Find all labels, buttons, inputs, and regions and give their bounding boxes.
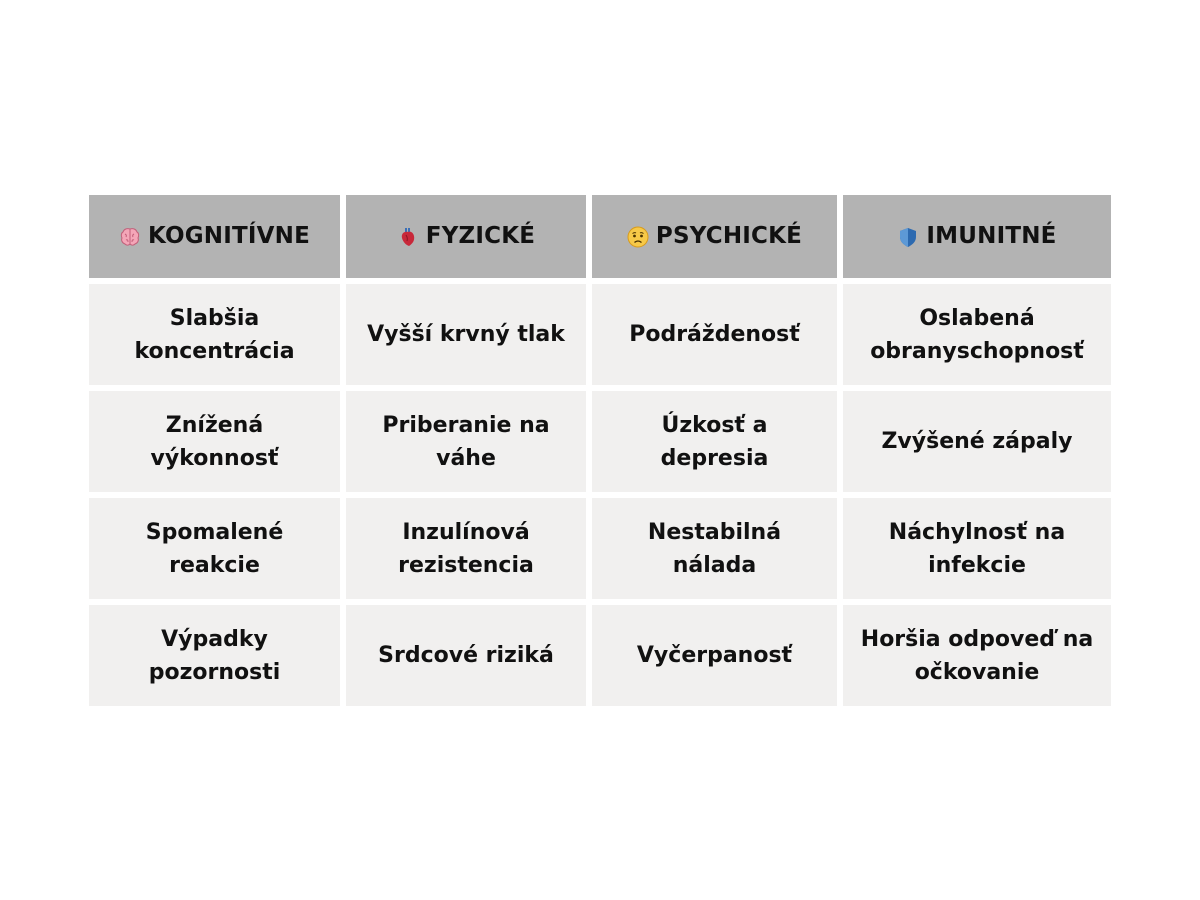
- table-cell: Inzulínová rezistencia: [346, 498, 586, 599]
- worried-face-icon: [627, 226, 649, 248]
- header-label: FYZICKÉ: [425, 223, 536, 249]
- effects-table: [89, 195, 1111, 706]
- table-cell: Spomalené reakcie: [89, 498, 340, 599]
- table-cell: Srdcové riziká: [346, 605, 586, 706]
- table-cell: Zvýšené zápaly: [843, 391, 1111, 492]
- header-label: IMUNITNÉ: [926, 223, 1057, 249]
- table-cell: Výpadky pozornosti: [89, 605, 340, 706]
- header-immune: [843, 195, 1111, 278]
- table-cell: Podráždenosť: [592, 284, 837, 385]
- table-cell: Nestabilná nálada: [592, 498, 837, 599]
- header-physical: [346, 195, 586, 278]
- table-cell: Horšia odpoveď na očkovanie: [843, 605, 1111, 706]
- table-cell: Náchylnosť na infekcie: [843, 498, 1111, 599]
- shield-icon: [897, 226, 919, 248]
- table-cell: Oslabená obranyschopnosť: [843, 284, 1111, 385]
- table-cell: Úzkosť a depresia: [592, 391, 837, 492]
- header-cognitive: [89, 195, 340, 278]
- brain-icon: [119, 226, 141, 248]
- header-label: PSYCHICKÉ: [655, 223, 803, 249]
- table-cell: Vyčerpanosť: [592, 605, 837, 706]
- anatomical-heart-icon: [397, 226, 419, 248]
- table-cell: Slabšia koncentrácia: [89, 284, 340, 385]
- header-psychological: [592, 195, 837, 278]
- header-label: KOGNITÍVNE: [147, 223, 311, 249]
- table-cell: Vyšší krvný tlak: [346, 284, 586, 385]
- table-cell: Znížená výkonnosť: [89, 391, 340, 492]
- table-cell: Priberanie na váhe: [346, 391, 586, 492]
